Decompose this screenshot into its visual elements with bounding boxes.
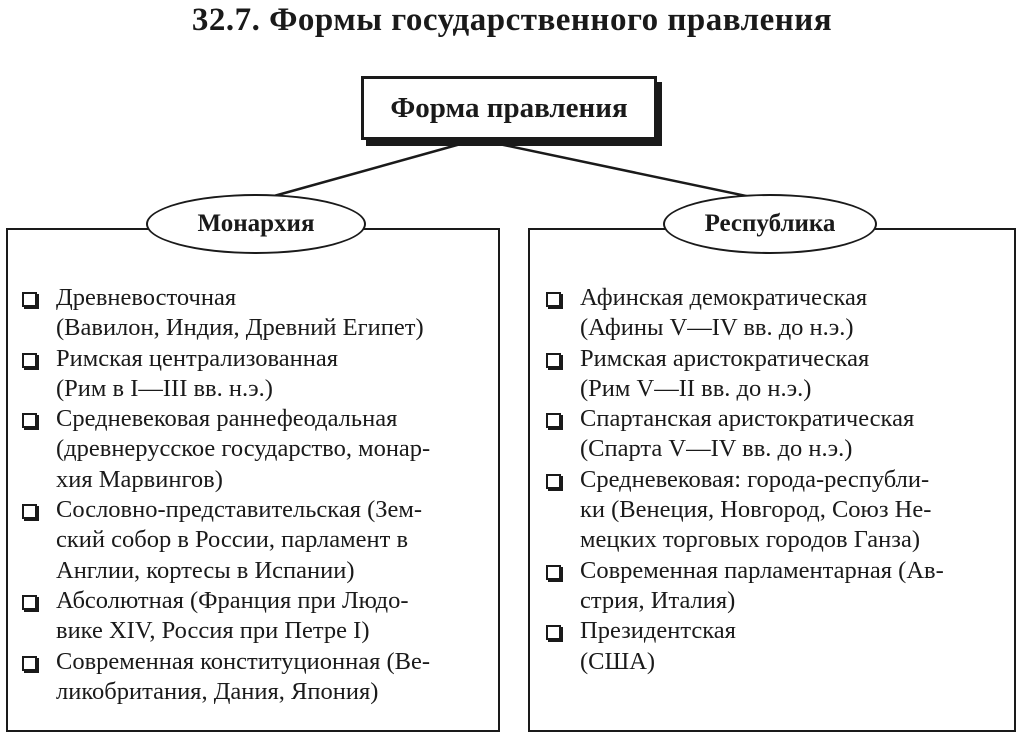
list-item	[22, 344, 498, 405]
list-item-line: Современная парламентарная (Ав-	[580, 556, 944, 584]
list-item	[546, 404, 1012, 465]
checkbox-square-icon	[546, 474, 561, 489]
republic-node	[663, 194, 877, 254]
list-item	[546, 465, 1012, 556]
checkbox-square-icon	[22, 595, 37, 610]
connector-to-republic	[480, 140, 770, 201]
checkbox-square-icon	[546, 413, 561, 428]
checkbox-square-icon	[546, 625, 561, 640]
list-item	[22, 586, 498, 647]
monarchy-list	[22, 283, 498, 707]
list-item	[22, 495, 498, 586]
list-item-line: ликобритания, Дания, Япония)	[56, 677, 379, 705]
list-item-line: Абсолютная (Франция при Людо-	[56, 586, 409, 614]
list-item-line: Древневосточная	[56, 284, 237, 311]
list-item-line: Сословно-представительская (Зем-	[56, 496, 423, 524]
republic-list	[546, 283, 1012, 677]
list-item	[546, 344, 1012, 405]
list-item-line: Афинская демократическая	[580, 284, 868, 311]
list-item-line: (Рим V—II вв. до н.э.)	[580, 374, 812, 402]
list-item-line: Римская аристократическая	[580, 344, 870, 372]
list-item-line: Современная конституционная (Ве-	[56, 647, 430, 675]
list-item-line: хия Марвингов)	[56, 465, 223, 493]
checkbox-square-icon	[546, 353, 561, 368]
list-item	[22, 283, 498, 344]
list-item-line: (Рим в I—III вв. н.э.)	[56, 374, 273, 402]
republic-label: Республика	[704, 210, 836, 237]
list-item-line: (США)	[580, 647, 656, 675]
list-item-line: (Афины V—IV вв. до н.э.)	[580, 314, 854, 342]
checkbox-square-icon	[22, 353, 37, 368]
diagram-title: 32.7. Формы государственного правления	[191, 2, 833, 38]
checkbox-square-icon	[22, 504, 37, 519]
checkbox-square-icon	[22, 656, 37, 671]
connector-to-monarchy	[256, 140, 475, 201]
list-item-line: Спартанская аристократическая	[580, 405, 915, 433]
list-item	[22, 404, 498, 495]
checkbox-square-icon	[22, 413, 37, 428]
list-item	[546, 556, 1012, 617]
checkbox-square-icon	[22, 292, 37, 307]
list-item	[546, 283, 1012, 344]
list-item-line: ский собор в России, парламент в	[56, 526, 409, 554]
list-item	[546, 616, 1012, 677]
monarchy-label: Монархия	[197, 210, 315, 237]
list-item-line: стрия, Италия)	[580, 586, 736, 614]
list-item-line: Англии, кортесы в Испании)	[56, 556, 355, 584]
list-item-line: (Вавилон, Индия, Древний Египет)	[56, 314, 424, 342]
list-item-line: Римская централизованная	[56, 344, 338, 372]
list-item-line: Президентская	[580, 617, 736, 645]
root-node	[361, 76, 657, 140]
list-item-line: (Спарта V—IV вв. до н.э.)	[580, 435, 853, 463]
list-item-line: (древнерусское государство, монар-	[56, 435, 431, 463]
root-label: Форма правления	[390, 91, 628, 124]
checkbox-square-icon	[546, 565, 561, 580]
list-item-line: Средневековая: города-республи-	[580, 465, 930, 493]
monarchy-node	[146, 194, 366, 254]
list-item-line: вике XIV, Россия при Петре I)	[56, 617, 370, 645]
list-item-line: мецких торговых городов Ганза)	[580, 526, 920, 554]
list-item	[22, 647, 498, 708]
checkbox-square-icon	[546, 292, 561, 307]
list-item-line: ки (Венеция, Новгород, Союз Не-	[580, 496, 932, 524]
list-item-line: Средневековая раннефеодальная	[56, 405, 398, 433]
